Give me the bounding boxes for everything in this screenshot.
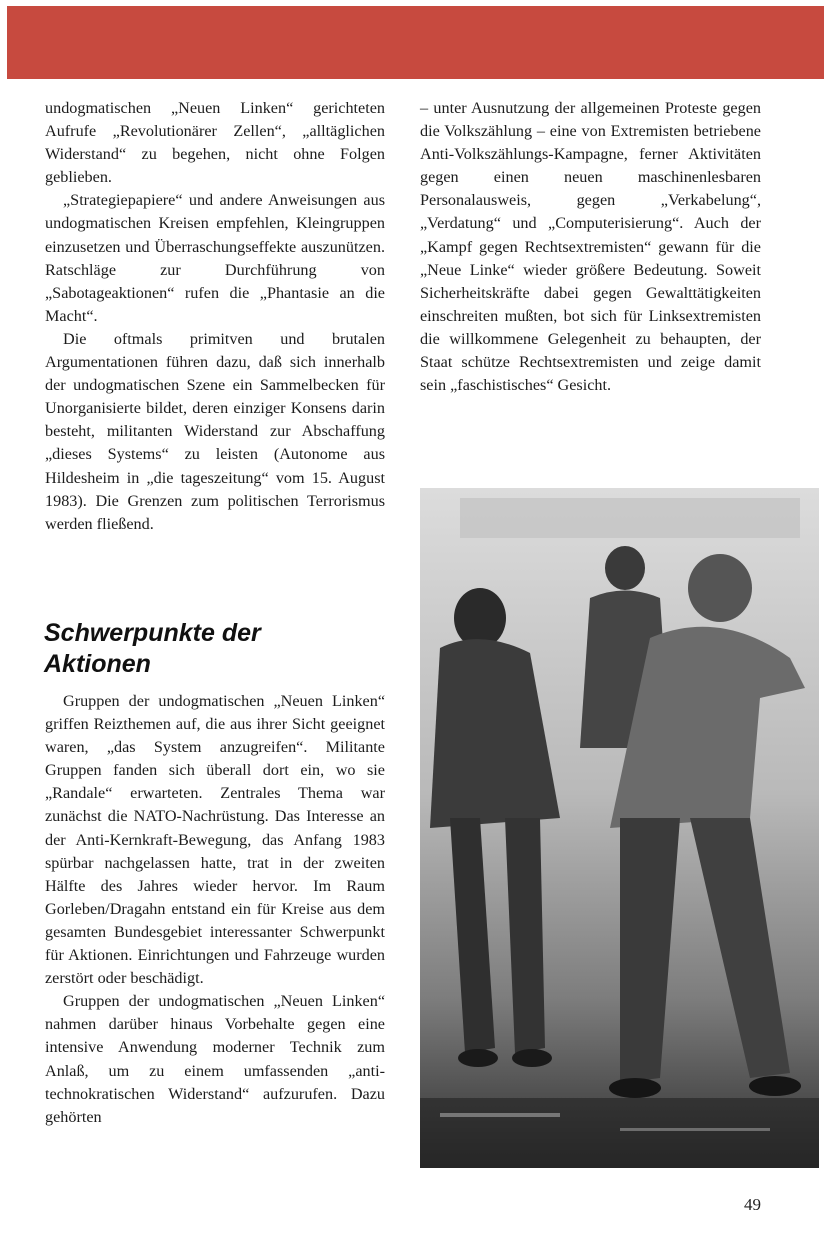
header-color-band xyxy=(7,6,824,79)
body-paragraph: undogmatischen „Neuen Linken“ gerichteten Aufrufe „Revolutionärer Zellen“, „alltäglichen Widerstand“ zu begehen, nicht ohne Folgen geblieben. xyxy=(45,99,385,187)
body-paragraph: Gruppen der undogmatischen „Neuen Linken“ nahmen darüber hinaus Vorbehalte gegen eine intensive Anwendung moderner Technik zum Anlaß, um zu einem umfassenden „anti-technokratischen Widerstand“ aufzurufen. Dazu gehörten xyxy=(45,992,385,1126)
protest-photo xyxy=(420,488,819,1168)
section-body xyxy=(45,690,385,1129)
body-paragraph: „Strategiepapiere“ und andere Anweisungen aus undogmatischen Kreisen empfehlen, Kleingruppen einzusetzen und Überraschungseffekte auszunützen. Ratschläge zur Durchführung von „Sabotageaktionen“ rufen die „Phantasie an die Macht“. xyxy=(45,191,385,325)
section-heading-line: Schwerpunkte der xyxy=(44,619,261,647)
section-heading-line: Aktionen xyxy=(44,650,151,678)
body-paragraph: Die oftmals primitven und brutalen Argumentationen führen dazu, daß sich innerhalb der undogmatischen Szene ein Sammelbecken für Unorganisierte bildet, deren einziger Konsens darin besteht, militanten Widerstand zur Abschaffung „dieses Systems“ zu leisten (Autonome aus Hildesheim in „die tageszeitung“ vom 15. August 1983). Die Grenzen zum politischen Terrorismus werden fließend. xyxy=(45,329,385,533)
section-heading xyxy=(44,618,384,680)
body-paragraph: – unter Ausnutzung der allgemeinen Proteste gegen die Volkszählung – eine von Extremisten betriebene Anti-Volkszählungs-Kampagne, ferner Aktivitäten gegen einen neuen maschinenlesbaren Personalausweis, gegen „Verkabelung“, „Verdatung“ und „Computerisierung“. Auch der „Kampf gegen Rechtsextremisten“ gewann für die „Neue Linke“ wieder größere Bedeutung. Soweit Sicherheitskräfte dabei gegen Gewalttätigkeiten einschreiten mußten, bot sich für Linksextremisten die willkommene Gelegenheit zu behaupten, der Staat schütze Rechtsextremisten und zeige damit sein „faschistisches“ Gesicht. xyxy=(420,99,761,395)
left-column xyxy=(45,97,385,536)
right-column xyxy=(420,97,761,397)
page-number: 49 xyxy=(744,1195,761,1214)
body-paragraph: Gruppen der undogmatischen „Neuen Linken“ griffen Reizthemen auf, die aus ihrer Sicht geeignet waren, „das System anzugreifen“. Militante Gruppen fanden sich überall dort ein, wo sie „Randale“ erwarteten. Zentrales Thema war zunächst die NATO-Nachrüstung. Das Interesse an der Anti-Kernkraft-Bewegung, das Anfang 1983 spürbar nachgelassen hatte, trat in der zweiten Hälfte des Jahres wieder hervor. Im Raum Gorleben/Dragahn entstand ein für Kreise aus dem gesamten Bundesgebiet interessanter Schwerpunkt für Aktionen. Einrichtungen und Fahrzeuge wurden zerstört oder beschädigt. xyxy=(45,692,385,988)
protest-photo-illustration xyxy=(420,488,819,1168)
